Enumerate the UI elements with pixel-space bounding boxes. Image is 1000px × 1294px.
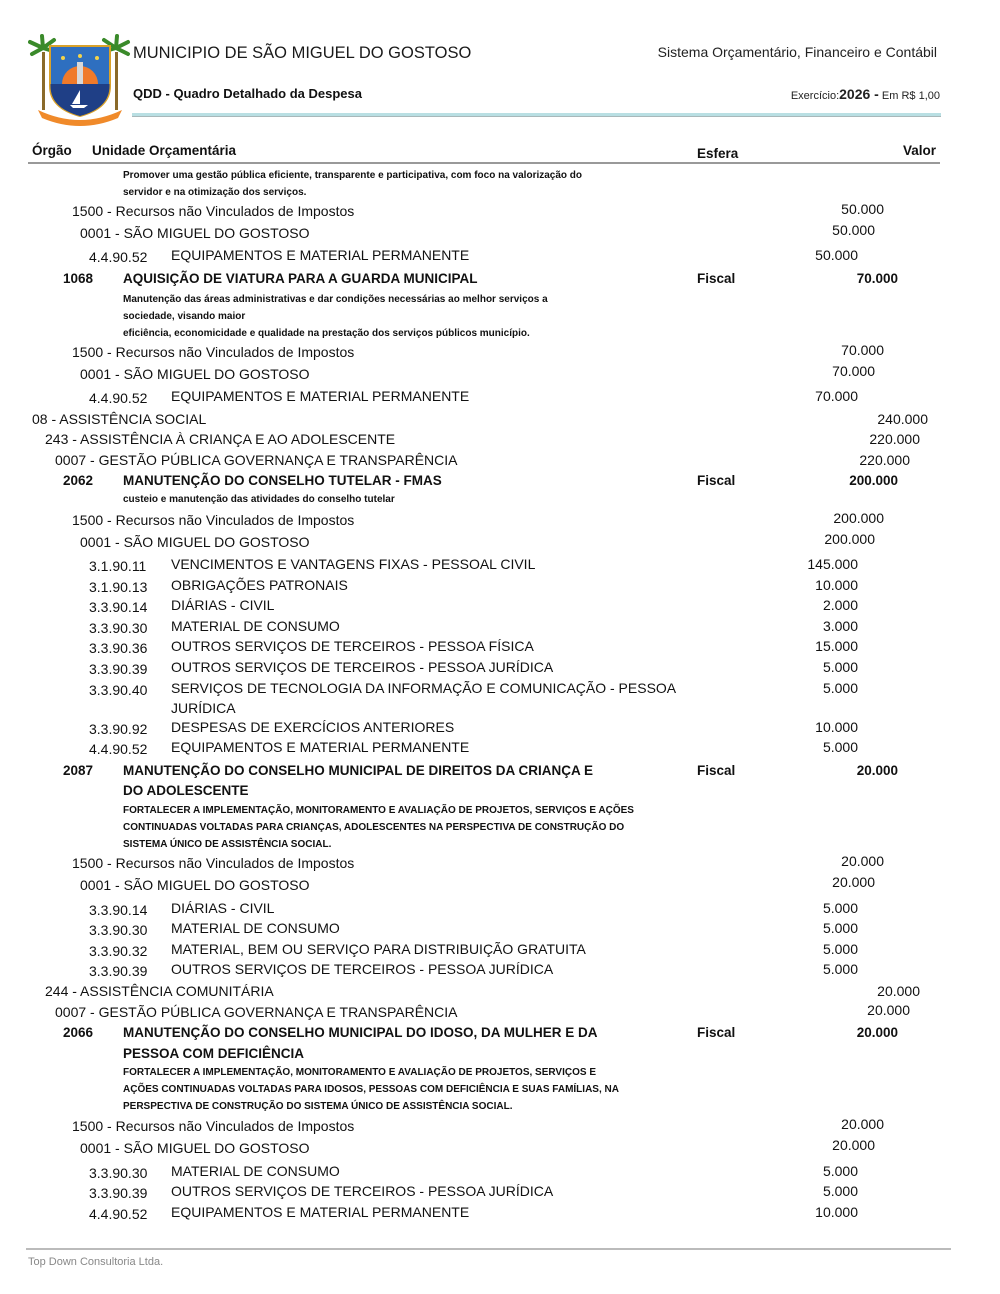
table-row-description: sociedade, visando maior [123,311,246,322]
table-row-elemento: 3.3.90.32 MATERIAL, BEM OU SERVIÇO PARA DISTRIBUIÇÃO GRATUITA 5.000 [89,941,858,959]
table-row-fonte: 1500 - Recursos não Vinculados de Impostos 50.000 [72,201,884,219]
table-row-elemento: 3.3.90.36 OUTROS SERVIÇOS DE TERCEIROS - PESSOA FÍSICA 15.000 [89,638,858,656]
table-row-description: Manutenção das áreas administrativas e dar condições necessárias ao melhor serviços a [123,294,548,305]
table-row-acao: 2066 MANUTENÇÃO DO CONSELHO MUNICIPAL DO IDOSO, DA MULHER E DA Fiscal 20.000 [63,1025,898,1040]
document-title: QDD - Quadro Detalhado da Despesa [133,86,362,101]
table-row-description: FORTALECER A IMPLEMENTAÇÃO, MONITORAMENTO E AVALIAÇÃO DE PROJETOS, SERVIÇOS E AÇÕES [123,805,634,816]
footer-divider [26,1248,951,1250]
table-row-description: custeio e manutenção das atividades do conselho tutelar [123,494,395,505]
table-row-elemento: 3.3.90.40 SERVIÇOS DE TECNOLOGIA DA INFORMAÇÃO E COMUNICAÇÃO - PESSOA 5.000 [89,680,858,698]
table-row-unidade: 0001 - SÃO MIGUEL DO GOSTOSO 20.000 [80,874,875,893]
table-row-elemento: 4.4.90.52 EQUIPAMENTOS E MATERIAL PERMANENTE 70.000 [89,388,858,406]
table-row-description: servidor e na otimização dos serviços. [123,187,307,198]
table-row-elemento: 3.3.90.14 DIÁRIAS - CIVIL 5.000 [89,900,858,918]
table-row-funcao: 08 - ASSISTÊNCIA SOCIAL 240.000 [32,411,928,427]
table-row-description: SISTEMA ÚNICO DE ASSISTÊNCIA SOCIAL. [123,839,332,850]
table-row-subfuncao: 244 - ASSISTÊNCIA COMUNITÁRIA 20.000 [45,983,920,999]
table-row-fonte: 1500 - Recursos não Vinculados de Impostos 20.000 [72,853,884,871]
table-row-acao: 2062 MANUTENÇÃO DO CONSELHO TUTELAR - FMAS Fiscal 200.000 [63,473,898,488]
table-row-description: CONTINUADAS VOLTADAS PARA CRIANÇAS, ADOLESCENTES NA PERSPECTIVA DE CONSTRUÇÃO DO [123,822,625,833]
table-row-elemento: 3.1.90.13 OBRIGAÇÕES PATRONAIS 10.000 [89,577,858,595]
exercicio-info [791,86,940,102]
table-row-elemento: 3.3.90.30 MATERIAL DE CONSUMO 5.000 [89,1163,858,1181]
table-row-description: eficiência, economicidade e qualidade na prestação dos serviços públicos município. [123,328,530,339]
table-row-elemento-continuation: JURÍDICA [171,700,236,716]
table-row-acao: 1068 AQUISIÇÃO DE VIATURA PARA A GUARDA MUNICIPAL Fiscal 70.000 [63,271,898,286]
table-row-description: FORTALECER A IMPLEMENTAÇÃO, MONITORAMENTO E AVALIAÇÃO DE PROJETOS, SERVIÇOS E [123,1067,596,1078]
table-row-elemento: 3.3.90.14 DIÁRIAS - CIVIL 2.000 [89,597,858,615]
municipal-coat-of-arms-icon [28,34,132,126]
table-row-elemento: 3.3.90.30 MATERIAL DE CONSUMO 3.000 [89,618,858,636]
column-header-divider [28,162,940,164]
header-divider [132,113,941,117]
table-row-description: AÇÕES CONTINUADAS VOLTADAS PARA IDOSOS, PESSOAS COM DEFICIÊNCIA E SUAS FAMÍLIAS, NA [123,1084,619,1095]
column-header-valor: Valor [902,143,936,158]
table-row-unidade: 0001 - SÃO MIGUEL DO GOSTOSO 50.000 [80,222,875,241]
table-row-acao: 2087 MANUTENÇÃO DO CONSELHO MUNICIPAL DE DIREITOS DA CRIANÇA E Fiscal 20.000 [63,763,898,778]
currency-note: Em R$ 1,00 [881,90,940,102]
table-row-elemento: 3.1.90.11 VENCIMENTOS E VANTAGENS FIXAS - PESSOAL CIVIL 145.000 [89,556,858,574]
table-row-elemento: 3.3.90.39 OUTROS SERVIÇOS DE TERCEIROS - PESSOA JURÍDICA 5.000 [89,961,858,979]
table-row-elemento: 3.3.90.30 MATERIAL DE CONSUMO 5.000 [89,920,858,938]
table-row-programa: 0007 - GESTÃO PÚBLICA GOVERNANÇA E TRANSPARÊNCIA 20.000 [55,1002,910,1020]
table-row-acao-continuation: PESSOA COM DEFICIÊNCIA [123,1046,305,1061]
column-header-orgao: Órgão [32,143,72,158]
table-row-unidade: 0001 - SÃO MIGUEL DO GOSTOSO 200.000 [80,531,875,550]
table-row-subfuncao: 243 - ASSISTÊNCIA À CRIANÇA E AO ADOLESCENTE 220.000 [45,431,920,447]
table-row-elemento: 4.4.90.52 EQUIPAMENTOS E MATERIAL PERMANENTE 5.000 [89,739,858,757]
table-row-fonte: 1500 - Recursos não Vinculados de Impostos 70.000 [72,342,884,360]
table-row-unidade: 0001 - SÃO MIGUEL DO GOSTOSO 20.000 [80,1137,875,1156]
column-header-unidade: Unidade Orçamentária [92,143,237,158]
table-row-elemento: 3.3.90.92 DESPESAS DE EXERCÍCIOS ANTERIORES 10.000 [89,719,858,737]
table-row-elemento: 3.3.90.39 OUTROS SERVIÇOS DE TERCEIROS - PESSOA JURÍDICA 5.000 [89,659,858,677]
column-header-esfera: Esfera [697,146,739,161]
table-row-elemento: 4.4.90.52 EQUIPAMENTOS E MATERIAL PERMANENTE 10.000 [89,1204,858,1222]
system-title: Sistema Orçamentário, Financeiro e Contábil [657,44,937,60]
table-row-fonte: 1500 - Recursos não Vinculados de Impostos 200.000 [72,510,884,528]
table-row-elemento: 3.3.90.39 OUTROS SERVIÇOS DE TERCEIROS - PESSOA JURÍDICA 5.000 [89,1183,858,1201]
table-row-elemento: 4.4.90.52 EQUIPAMENTOS E MATERIAL PERMANENTE 50.000 [89,247,858,265]
table-row-description: PERSPECTIVA DE CONSTRUÇÃO DO SISTEMA ÚNICO DE ASSISTÊNCIA SOCIAL. [123,1101,513,1112]
table-row-fonte: 1500 - Recursos não Vinculados de Impostos 20.000 [72,1116,884,1134]
table-row-acao-continuation: DO ADOLESCENTE [123,783,249,798]
exercicio-year: 2026 - [839,86,879,102]
table-row-unidade: 0001 - SÃO MIGUEL DO GOSTOSO 70.000 [80,363,875,382]
footer-company: Top Down Consultoria Ltda. [28,1256,164,1268]
table-row-description: Promover uma gestão pública eficiente, transparente e participativa, com foco na valorização do [123,170,583,181]
table-row-programa: 0007 - GESTÃO PÚBLICA GOVERNANÇA E TRANSPARÊNCIA 220.000 [55,452,910,468]
exercicio-label: Exercício: [790,90,840,102]
municipality-title: MUNICIPIO DE SÃO MIGUEL DO GOSTOSO [133,44,472,62]
